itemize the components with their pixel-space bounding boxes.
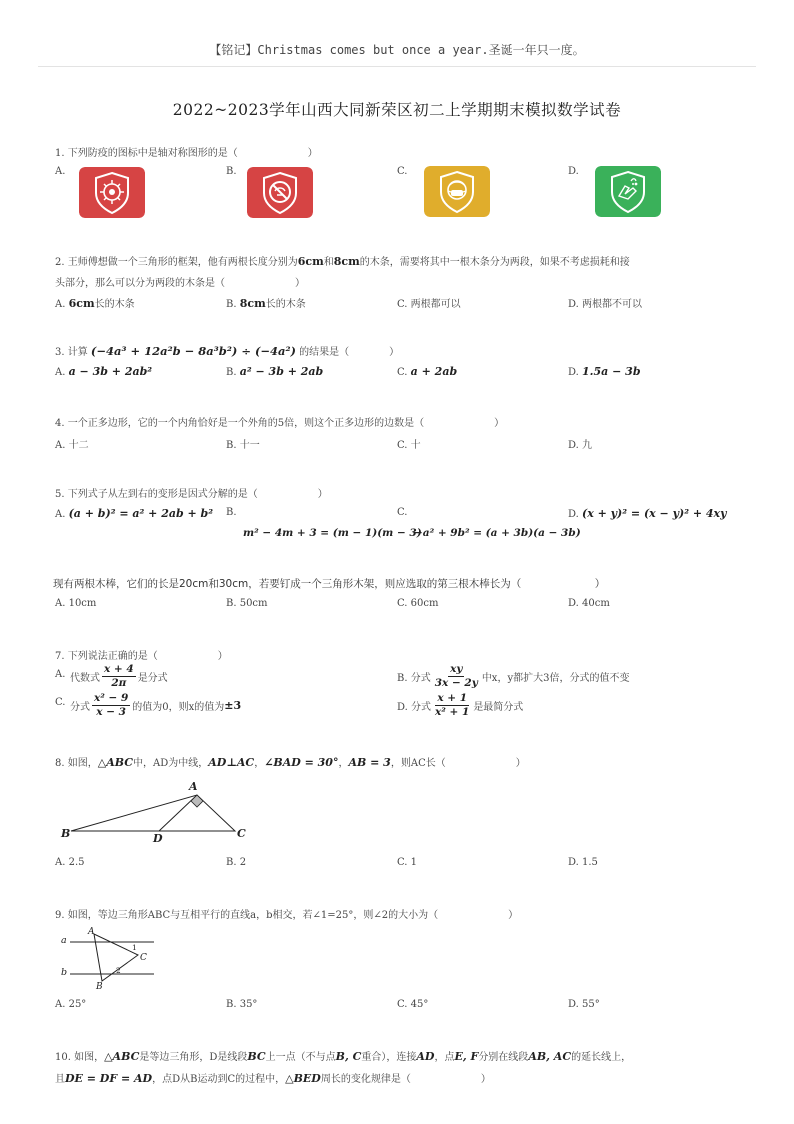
page-title: 2022~2023学年山西大同新荣区初二上学期期末模拟数学试卷 <box>172 101 622 119</box>
q8-option-b: B. 2 <box>226 857 247 868</box>
q2-line2: 头部分，那么可以分为两段的木条是（ ） <box>55 278 305 289</box>
q7-option-b: B. 分式 $\frac{xy}{3x - 2y}$ 中x，y都扩大3倍，分式的值不变 <box>397 663 630 689</box>
q3-option-a: A. a − 3b + 2ab² <box>55 365 153 378</box>
q2-option-a: A. 6cm长的木条 <box>55 297 135 310</box>
q7-option-c: 分式 $\frac{\text{x² − 9}}{x - 3}$ 的值为0，则x的值为 ±3 <box>70 692 242 718</box>
virus-shield-icon <box>79 167 145 218</box>
q9-parallel-lines-figure <box>58 925 168 991</box>
q9-label-line-b: b <box>61 967 68 978</box>
q5-option-a: A. (a + b)² = a² + 2ab + b² <box>55 507 214 520</box>
q1-label-b: B. <box>226 166 237 177</box>
q9-option-d: D. 55° <box>568 999 600 1010</box>
header-quote: 【铭记】Christmas comes but once a year.圣诞一年只一度。 <box>209 43 585 57</box>
q8-label-c: C <box>237 827 246 840</box>
q7-stem: 7. 下列说法正确的是（ ） <box>55 651 228 662</box>
q3-stem: 3. 计算 (−4a³ + 12a²b − 8a³b²) ÷ (−4a²) 的结果是（ ） <box>55 344 400 358</box>
q6-stem: 现有两根木棒，它们的长是20cm和30cm，若要钉成一个三角形木架，则应选取的第三根木棒长为（ ） <box>53 578 606 590</box>
q8-label-a: A <box>189 780 198 793</box>
q4-option-b: B. 十一 <box>226 440 260 451</box>
q7-option-a: 代数式 $\frac{x + 4}{2\pi}$ 是分式 <box>70 663 168 689</box>
q9-label-line-a: a <box>61 935 67 946</box>
q9-option-b: B. 35° <box>226 999 258 1010</box>
q6-option-d: D. 40cm <box>568 598 610 609</box>
q7-label-c: C. <box>55 697 66 708</box>
no-food-shield-icon <box>247 167 313 218</box>
q5-label-c: C. <box>397 507 408 518</box>
q8-label-b: B <box>61 827 71 840</box>
q2-line1: 2. 王师傅想做一个三角形的框架，他有两根长度分别为6cm和8cm的木条，需要将其中一根木条分为两段，如果不考虑损耗和接 <box>55 255 630 268</box>
q3-option-d: D. 1.5a − 3b <box>568 365 641 378</box>
q3-option-b: B. a² − 3b + 2ab <box>226 365 324 378</box>
header-divider <box>38 66 756 67</box>
q9-label-c: C <box>140 953 147 963</box>
q9-label-b: B <box>96 982 103 991</box>
q8-option-a: A. 2.5 <box>55 857 85 868</box>
q5-label-b: B. <box>226 507 237 518</box>
q1-label-d: D. <box>568 166 579 177</box>
q4-option-a: A. 十二 <box>55 440 89 451</box>
q1-label-c: C. <box>397 166 408 177</box>
q9-angle-2: 2 <box>116 966 121 975</box>
q8-triangle-figure <box>55 776 265 846</box>
q5-option-b-expr: m² − 4m + 3 = (m − 1)(m − 3) <box>243 527 422 539</box>
q4-option-c: C. 十 <box>397 440 421 451</box>
q9-angle-1: 1 <box>132 943 137 952</box>
q4-option-d: D. 九 <box>568 440 593 451</box>
q8-option-d: D. 1.5 <box>568 857 598 868</box>
q1-stem: 1. 下列防疫的图标中是轴对称图形的是（ ） <box>55 148 318 159</box>
mask-person-shield-icon <box>424 166 490 217</box>
q8-stem: 8. 如图，△ABC中，AD为中线，AD⊥AC，∠BAD = 30°，AB = 3，则AC长（ ） <box>55 756 526 769</box>
q5-option-d: D. (x + y)² = (x − y)² + 4xy <box>568 507 727 520</box>
q4-stem: 4. 一个正多边形，它的一个内角恰好是一个外角的5倍，则这个正多边形的边数是（ ） <box>55 418 505 429</box>
q6-option-b: B. 50cm <box>226 598 268 609</box>
q7-label-a: A. <box>55 669 66 680</box>
q2-option-b: B. 8cm长的木条 <box>226 297 306 310</box>
q9-option-c: C. 45° <box>397 999 429 1010</box>
q1-label-a: A. <box>55 166 66 177</box>
q5-option-c-expr: −a² + 9b² = (a + 3b)(a − 3b) <box>414 527 581 539</box>
handwash-shield-icon <box>595 166 661 217</box>
q2-option-c: C. 两根都可以 <box>397 299 461 310</box>
q6-option-a: A. 10cm <box>55 598 97 609</box>
q9-label-a: A <box>88 927 95 937</box>
q10-line2: 且DE = DF = AD，点D从B运动到C的过程中，△BED周长的变化规律是（ ） <box>55 1072 491 1085</box>
q7-option-d: D. 分式 $\frac{x + 1}{\text{x² + 1}}$ 是最简分式 <box>397 692 524 718</box>
q9-stem: 9. 如图，等边三角形ABC与互相平行的直线a，b相交，若∠1=25°，则∠2的大小为（ ） <box>55 910 519 921</box>
q8-option-c: C. 1 <box>397 857 418 868</box>
q9-option-a: A. 25° <box>55 999 87 1010</box>
q2-option-d: D. 两根都不可以 <box>568 299 643 310</box>
q3-option-c: C. a + 2ab <box>397 365 458 378</box>
q8-label-d: D <box>153 832 163 845</box>
q10-line1: 10. 如图，△ABC是等边三角形，D是线段BC上一点（不与点B, C重合），连接AD，点E, F分别在线段AB, AC的延长线上， <box>55 1050 632 1063</box>
q6-option-c: C. 60cm <box>397 598 439 609</box>
q5-stem: 5. 下列式子从左到右的变形是因式分解的是（ ） <box>55 489 328 500</box>
